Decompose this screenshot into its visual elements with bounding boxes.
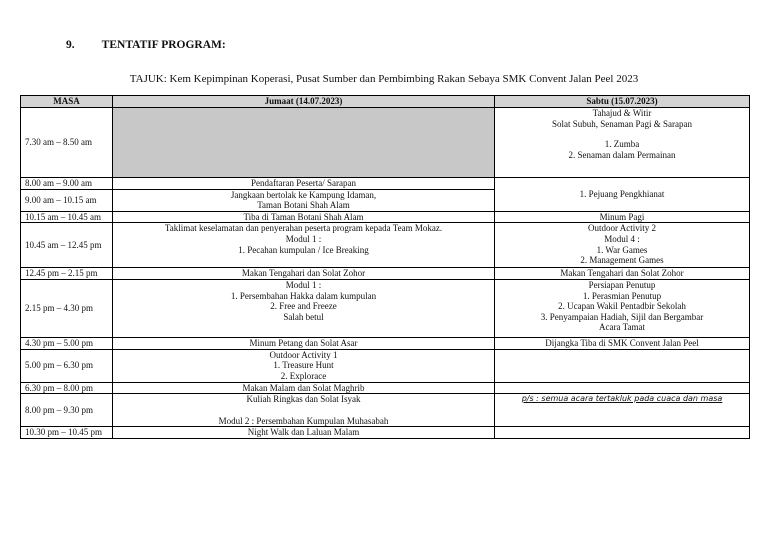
header-saturday: Sabtu (15.07.2023) [495, 96, 750, 108]
time-cell: 12.45 pm – 2.15 pm [21, 268, 113, 280]
activity-line: Taklimat keselamatan dan penyerahan peserta program kepada Team Mokaz. [164, 223, 443, 234]
time-cell: 5.00 pm – 6.30 pm [21, 349, 113, 382]
saturday-cell [495, 337, 750, 349]
friday-cell [113, 394, 495, 427]
spacer [499, 129, 745, 139]
activity-line: 2. Explorace [280, 370, 327, 381]
activity-line: Pendaftaran Peserta/ Sarapan [251, 178, 356, 188]
saturday-cell [495, 108, 750, 178]
activity-line: 3. Penyampaian Hadiah, Sijil dan Bergambar [540, 311, 704, 322]
friday-cell-empty [113, 108, 495, 178]
table-row [21, 223, 750, 268]
table-row [21, 337, 750, 349]
friday-cell [113, 178, 495, 190]
header-friday: Jumaat (14.07.2023) [113, 96, 495, 108]
activity-line: 1. Pecahan kumpulan / Ice Breaking [238, 244, 369, 255]
activity-line: 1. Persembahan Hakka dalam kumpulan [230, 290, 377, 301]
friday-cell [113, 337, 495, 349]
activity-line: 1. War Games [596, 244, 648, 255]
activity-line: Tahajud & Witir [592, 108, 652, 118]
activity-line: Minum Pagi [599, 211, 645, 222]
activity-line: Minum Petang dan Solat Asar [249, 337, 358, 348]
schedule-table [20, 95, 750, 439]
time-cell: 9.00 am – 10.15 am [21, 189, 113, 211]
friday-cell [113, 268, 495, 280]
time-cell: 4.30 pm – 5.00 pm [21, 337, 113, 349]
document-subtitle: TAJUK: Kem Kepimpinan Koperasi, Pusat Sumber dan Pembimbing Rakan Sebaya SMK Convent Jalan Peel 2023 [129, 73, 639, 85]
activity-line: 2. Ucapan Wakil Pentadbir Sekolah [558, 301, 686, 312]
saturday-cell-empty [495, 382, 750, 394]
activity-line: Persiapan Penutup [588, 279, 656, 290]
activity-line: Makan Malam dan Solat Maghrib [242, 382, 365, 393]
activity-line: Taman Botani Shah Alam [257, 200, 350, 211]
activity-line: Kuliah Ringkas dan Solat Isyak [246, 394, 361, 405]
time-cell: 8.00 am – 9.00 am [21, 178, 113, 190]
table-row [21, 268, 750, 280]
table-row [21, 382, 750, 394]
time-cell: 7.30 am – 8.50 am [21, 108, 113, 178]
friday-cell [113, 279, 495, 337]
friday-cell [113, 349, 495, 382]
time-cell: 10.45 am – 12.45 pm [21, 223, 113, 268]
saturday-cell [495, 178, 750, 212]
section-title: TENTATIF PROGRAM: [101, 39, 226, 51]
friday-cell [113, 211, 495, 223]
friday-cell [113, 223, 495, 268]
activity-line: Modul 1 : [285, 279, 322, 290]
activity-line: Acara Tamat [599, 322, 645, 333]
saturday-cell [495, 211, 750, 223]
saturday-cell-empty [495, 349, 750, 382]
activity-line: Makan Tengahari dan Solat Zohor [560, 268, 684, 279]
table-row [21, 178, 750, 190]
table-row [21, 211, 750, 223]
time-cell: 10.30 pm – 10.45 pm [21, 427, 113, 439]
table-header-row [21, 96, 750, 108]
time-cell: 6.30 pm – 8.00 pm [21, 382, 113, 394]
activity-line: 1. Pejuang Pengkhianat [579, 189, 665, 200]
time-cell: 8.00 pm – 9.30 pm [21, 394, 113, 427]
header-time: MASA [21, 96, 113, 108]
friday-cell [113, 189, 495, 211]
table-row [21, 349, 750, 382]
footnote: p/s : semua acara tertakluk pada cuaca dan masa [521, 394, 723, 404]
activity-line: Jangkaan bertolak ke Kampung Idaman, [230, 189, 377, 200]
section-number: 9. [66, 39, 75, 51]
activity-line: Outdoor Activity 1 [269, 349, 338, 360]
activity-line: Modul 2 : Persembahan Kumpulan Muhasabah [218, 415, 389, 426]
activity-line: Dijangka Tiba di SMK Convent Jalan Peel [545, 337, 699, 348]
time-cell: 2.15 pm – 4.30 pm [21, 279, 113, 337]
saturday-cell [495, 223, 750, 268]
saturday-cell [495, 394, 750, 427]
time-cell: 10.15 am – 10.45 am [21, 211, 113, 223]
activity-line: Solat Subuh, Senaman Pagi & Sarapan [552, 118, 692, 129]
activity-line: Modul 1 : [285, 233, 322, 244]
activity-line: Tiba di Taman Botani Shah Alam [243, 211, 364, 222]
activity-line: 2. Free and Freeze [270, 301, 337, 312]
table-row [21, 279, 750, 337]
table-row [21, 427, 750, 439]
activity-line: Modul 4 : [604, 233, 640, 244]
saturday-cell [495, 279, 750, 337]
friday-cell [113, 427, 495, 439]
friday-cell [113, 382, 495, 394]
activity-line: Night Walk dan Laluan Malam [247, 427, 360, 438]
spacer [117, 405, 490, 416]
activity-line: Outdoor Activity 2 [588, 223, 656, 234]
table-row [21, 394, 750, 427]
saturday-cell [495, 268, 750, 280]
activity-line: Makan Tengahari dan Solat Zohor [241, 268, 366, 279]
activity-line: 1. Zumba [604, 139, 640, 150]
table-row [21, 108, 750, 178]
activity-line: Salah betul [283, 311, 324, 322]
activity-line: 2. Management Games [580, 255, 664, 266]
saturday-cell-empty [495, 427, 750, 439]
activity-line: 1. Treasure Hunt [273, 360, 334, 371]
activity-line: 1. Perasmian Penutup [582, 290, 662, 301]
section-heading [66, 39, 226, 51]
activity-line: 2. Senaman dalam Permainan [568, 149, 676, 160]
